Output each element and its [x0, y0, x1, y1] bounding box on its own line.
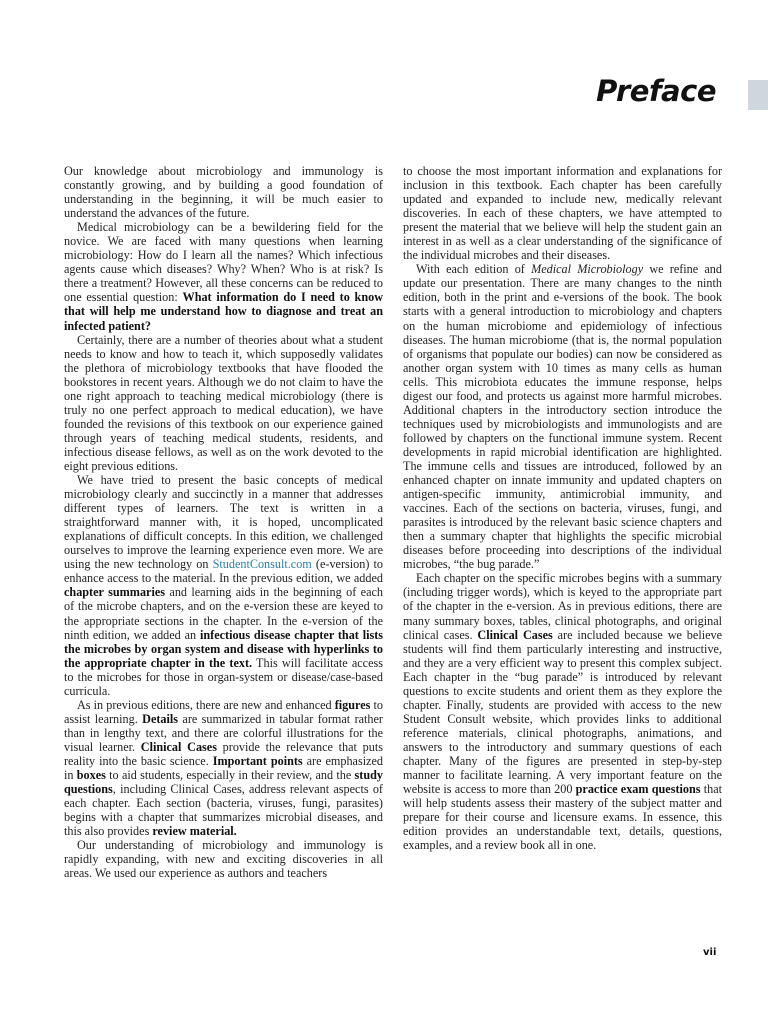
text: that will help students assess their mastery of the subject matter and prepare for their course and licensure exams. In essence, this edition provides an understandable text, details, questions, examples, and a review book all in one.: [403, 782, 722, 853]
text: Each chapter on the specific microbes begins with a summary (including trigger words), which is keyed to the appropriate part of the chapter in the e-version. As in previous editions, there are many summary boxes, tables, clinical photographs, and original clinical cases.: [403, 571, 722, 642]
paragraph: [64, 473, 383, 698]
paragraph: [64, 220, 383, 332]
paragraph: [64, 164, 383, 220]
paragraph: [403, 164, 722, 262]
text: With each edition of: [416, 262, 532, 277]
emphasis: Important points: [212, 753, 303, 768]
emphasis: review material.: [152, 824, 237, 839]
text: to assist learning.: [64, 697, 383, 726]
key-question: What information do I need to know that will help me understand how to diagnose and treat an infected patient?: [64, 290, 383, 333]
emphasis: Details: [142, 711, 179, 726]
text: and learning aids in the beginning of each of the microbe chapters, and on the e-version these are keyed to the appropriate sections in the chapter. In the e-version of the ninth edition, we added an: [64, 585, 383, 642]
text: are emphasized in: [64, 753, 383, 783]
text: , including Clinical Cases, address relevant aspects of each chapter. Each section (bacteria, viruses, fungi, parasites) begins with a chapter that summarizes microbial diseases, and this also provides: [64, 782, 383, 839]
emphasis: infectious disease chapter that lists the microbes by organ system and disease with hyperlinks to the appropriate chapter in the text.: [64, 627, 384, 670]
emphasis: Clinical Cases: [140, 739, 217, 754]
text: Our understanding of microbiology and immunology is rapidly expanding, with new and exciting discoveries in all areas. We used our experience as authors and teachers: [64, 838, 383, 881]
right-column: [403, 164, 722, 852]
studentconsult-link[interactable]: StudentConsult.com: [212, 557, 312, 572]
emphasis: practice exam questions: [575, 782, 701, 797]
page-number: vii: [703, 947, 717, 958]
page-title: Preface: [596, 74, 716, 108]
text: are included because we believe students will find them particularly interesting and instructive, and they are a very efficient way to present this complex subject. Each chapter in the “bug parade” is introduced by relevant questions to excite students and orient them as they explore the chapter. Finally, students are provided with access to the new Student Consult website, which provides links to additional reference materials, clinical photographs, animations, and answers to the introductory and summary questions of each chapter. Many of the figures are presented in step-by-step manner to facilitate learning. A very important feature on the website is access to more than 200: [403, 627, 722, 797]
emphasis: Clinical Cases: [477, 627, 553, 642]
text: Medical microbiology can be a bewildering field for the novice. We are faced with many questions when learning microbiology: How do I learn all the names? Which infectious agents cause which diseases? Why? When? Who is at risk? Is there a treatment? However, all these concerns can be reduced to one essential question:: [64, 220, 383, 305]
emphasis: study questions: [64, 768, 383, 797]
paragraph: [64, 698, 383, 838]
emphasis: boxes: [76, 768, 106, 783]
text: to aid students, especially in their review, and the: [105, 768, 355, 783]
paragraph: [64, 838, 383, 880]
left-column: [64, 164, 383, 880]
text: Certainly, there are a number of theories about what a student needs to know and how to teach it, which supposedly validates the plethora of microbiology textbooks that have flooded the bookstores in recent years. Although we do not claim to have the one right approach to teaching medical microbiology (there is truly no one perfect approach to medical education), we have founded the revisions of this textbook on our experience gained through years of teaching medical students, residents, and infectious disease fellows, as well as on the work devoted to the eight previous editions.: [64, 332, 383, 473]
text: As in previous editions, there are new and enhanced: [77, 697, 335, 712]
book-title: Medical Microbiology: [531, 262, 644, 277]
chapter-tab-marker: [748, 80, 768, 110]
text: are summarized in tabular format rather than in lengthy text, and there are colorful illustrations for the visual learner.: [64, 711, 383, 754]
text: to choose the most important information and explanations for inclusion in this textbook. Each chapter has been carefully updated and expanded to include new, medically relevant discoveries. In each of these chapters, we have attempted to present the material that we believe will help the student gain an interest in as well as a clear understanding of the significance of the individual microbes and their diseases.: [403, 164, 722, 263]
text: provide the relevance that puts reality into the basic science.: [64, 739, 383, 768]
text: We have tried to present the basic concepts of medical microbiology clearly and succinctly in a manner that addresses different types of learners. The text is written in a straightforward manner with, it is hoped, uncomplicated explanations of difficult concepts. In this edition, we challenged ourselves to improve the learning experience even more. We are using the new technology on: [64, 473, 383, 572]
paragraph: [403, 571, 722, 852]
text: Our knowledge about microbiology and immunology is constantly growing, and by building a good foundation of understanding in the beginning, it will be much easier to understand the advances of the future.: [64, 164, 383, 221]
emphasis: figures: [334, 697, 371, 712]
paragraph: [403, 262, 722, 571]
text: we refine and update our presentation. There are many changes to the ninth edition, both in the print and e-versions of the book. The book starts with a general introduction to microbiology and chapters on the human microbiome and epidemiology of infectious diseases. The human microbiome (that is, the normal population of organisms that populate our bodies) can now be considered as another organ system with 10 times as many cells as human cells. This microbiota educates the immune response, helps digest our food, and protects us against more harmful microbes. Additional chapters in the introductory section introduce the techniques used by microbiologists and immunologists and are followed by chapters on the functional immune system. Recent developments in rapid microbial identification are highlighted. The immune cells and tissues are introduced, followed by an enhanced chapter on innate immunity and updated chapters on antigen-specific immunity, antimicrobial immunity, and vaccines. Each of the sections on bacteria, viruses, fungi, and parasites is introduced by the relevant basic science chapters and then a summary chapter that highlights the specific microbial diseases before proceeding into descriptions of the individual microbes, “the bug parade.”: [403, 262, 722, 572]
emphasis: chapter summaries: [64, 585, 165, 600]
text: This will facilitate access to the microbes for those in organ-system or disease/case-based curricula.: [64, 655, 383, 698]
paragraph: [64, 333, 383, 473]
text: (e-version) to enhance access to the material. In the previous edition, we added: [64, 557, 383, 586]
